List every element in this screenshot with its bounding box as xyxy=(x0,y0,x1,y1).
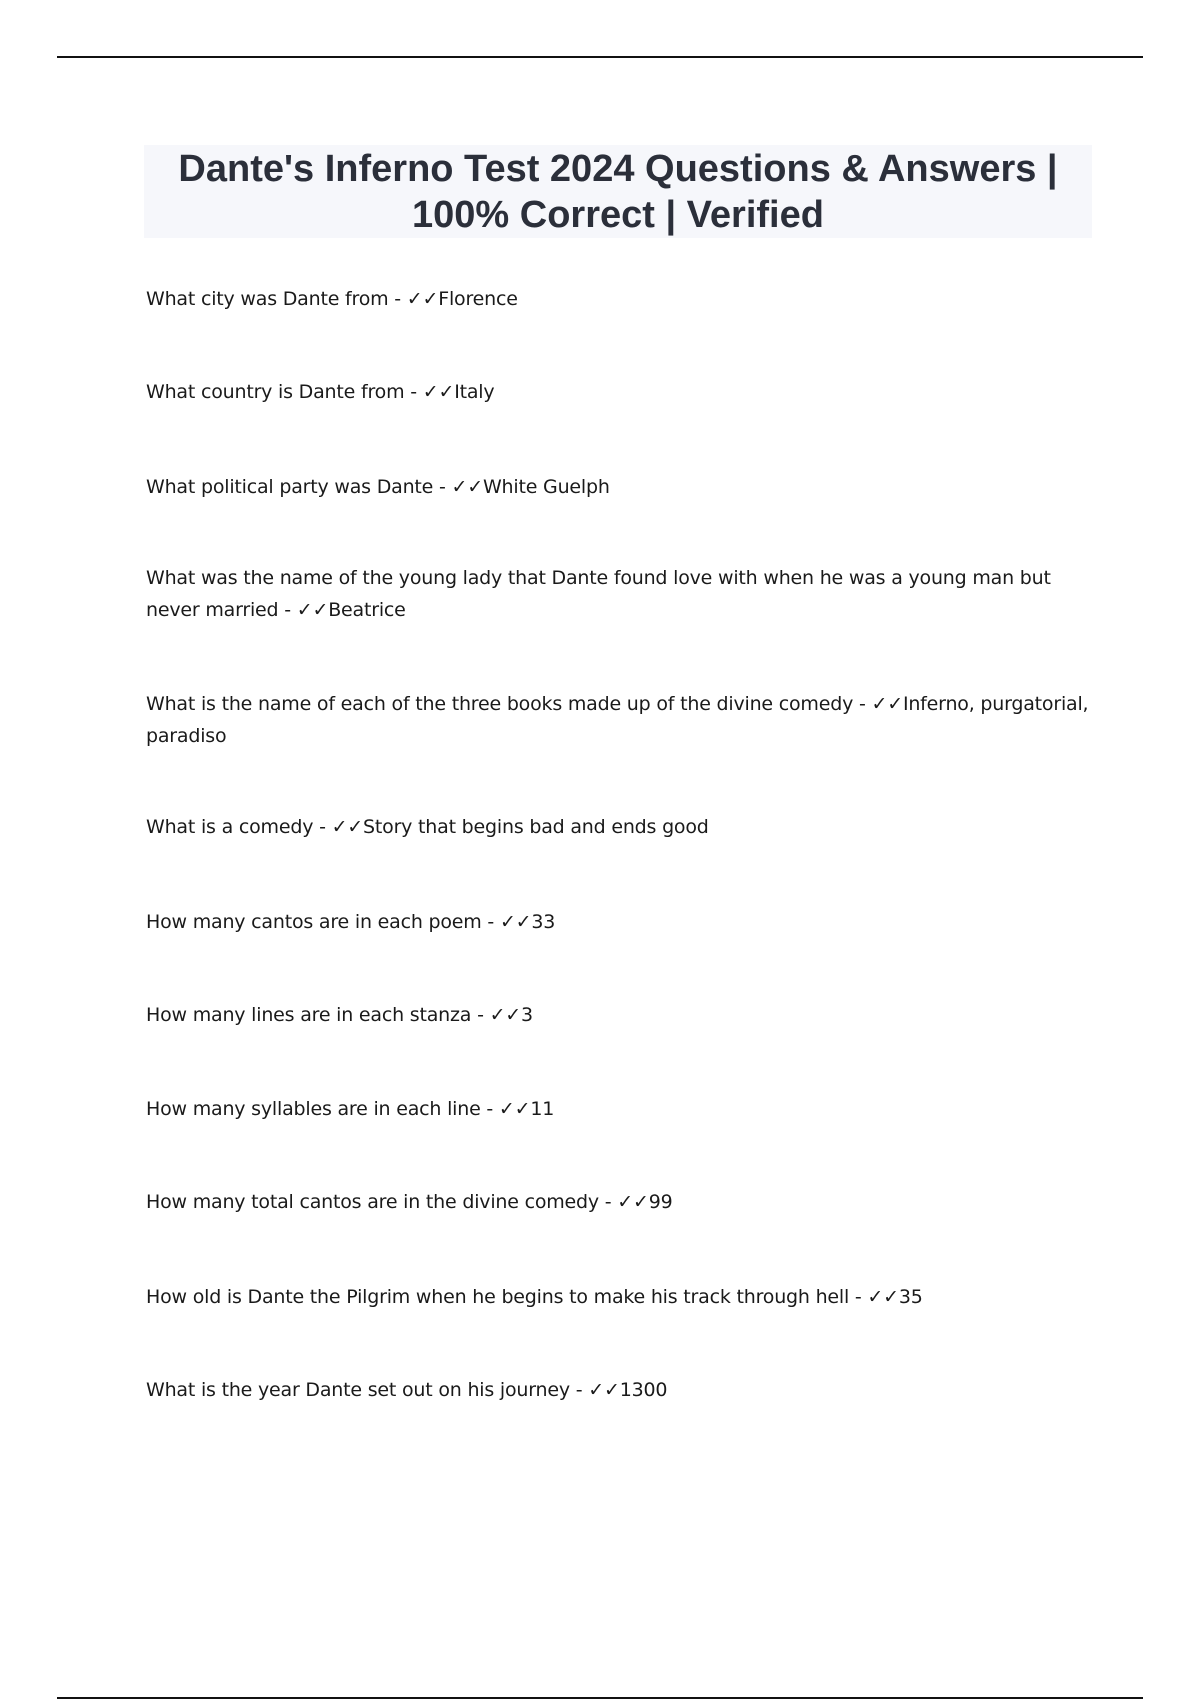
qa-item xyxy=(146,906,1096,938)
separator: - xyxy=(278,599,297,621)
separator: - xyxy=(849,1286,868,1308)
qa-item xyxy=(146,471,1096,503)
answer-text: 11 xyxy=(530,1098,555,1120)
question-text: What country is Dante from xyxy=(146,381,405,403)
double-check-icon: ✓✓ xyxy=(867,1286,899,1308)
separator: - xyxy=(569,1379,589,1401)
double-check-icon: ✓✓ xyxy=(296,599,329,621)
question-text: What is the name of each of the three books made up of the divine comedy xyxy=(146,693,854,715)
bottom-rule xyxy=(57,1697,1143,1699)
qa-item xyxy=(146,1186,1096,1218)
answer-text: Florence xyxy=(438,288,518,310)
qa-item xyxy=(146,376,1096,408)
question-text: What is a comedy xyxy=(146,816,314,838)
double-check-icon: ✓✓ xyxy=(499,911,532,933)
answer-text: 3 xyxy=(521,1004,533,1026)
double-check-icon: ✓✓ xyxy=(617,1191,649,1213)
separator: - xyxy=(313,816,332,838)
qa-item xyxy=(146,999,1096,1031)
title-banner xyxy=(144,145,1092,238)
top-rule xyxy=(57,56,1143,58)
question-text: What is the year Dante set out on his journey xyxy=(146,1379,570,1401)
answer-text: Story that begins bad and ends good xyxy=(363,816,709,838)
qa-item xyxy=(146,562,1096,626)
separator: - xyxy=(480,1098,499,1120)
double-check-icon: ✓✓ xyxy=(498,1098,531,1120)
question-text: What was the name of the young lady that Dante found love with when he was a young man but never married xyxy=(146,567,1051,621)
qa-item xyxy=(146,1093,1096,1125)
question-text: How many cantos are in each poem xyxy=(146,911,482,933)
answer-text: Inferno, purgatorial, paradiso xyxy=(146,693,1089,747)
answer-text: 1300 xyxy=(619,1379,668,1401)
qa-item xyxy=(146,811,1096,843)
qa-item xyxy=(146,283,1096,315)
double-check-icon: ✓✓ xyxy=(451,476,483,498)
separator: - xyxy=(853,693,872,715)
answer-text: White Guelph xyxy=(482,476,610,498)
question-text: What city was Dante from xyxy=(146,288,389,310)
document-title: Dante's Inferno Test 2024 Questions & Answers | 100% Correct | Verified xyxy=(178,147,1058,236)
answer-text: Beatrice xyxy=(328,599,406,621)
question-text: What political party was Dante xyxy=(146,476,434,498)
answer-text: Italy xyxy=(454,381,495,403)
qa-item xyxy=(146,1281,1096,1313)
double-check-icon: ✓✓ xyxy=(331,816,364,838)
double-check-icon: ✓✓ xyxy=(422,381,455,403)
double-check-icon: ✓✓ xyxy=(871,693,903,715)
answer-text: 99 xyxy=(648,1191,673,1213)
separator: - xyxy=(433,476,452,498)
answer-text: 35 xyxy=(898,1286,923,1308)
double-check-icon: ✓✓ xyxy=(588,1379,620,1401)
question-text: How many total cantos are in the divine comedy xyxy=(146,1191,599,1213)
double-check-icon: ✓✓ xyxy=(406,288,439,310)
qa-item xyxy=(146,688,1096,752)
separator: - xyxy=(471,1004,490,1026)
qa-item xyxy=(146,1374,1096,1406)
separator: - xyxy=(481,911,500,933)
separator: - xyxy=(388,288,407,310)
question-text: How many lines are in each stanza xyxy=(146,1004,472,1026)
answer-text: 33 xyxy=(531,911,556,933)
separator: - xyxy=(598,1191,618,1213)
question-text: How many syllables are in each line xyxy=(146,1098,481,1120)
separator: - xyxy=(404,381,423,403)
question-text: How old is Dante the Pilgrim when he begins to make his track through hell xyxy=(146,1286,850,1308)
double-check-icon: ✓✓ xyxy=(489,1004,522,1026)
